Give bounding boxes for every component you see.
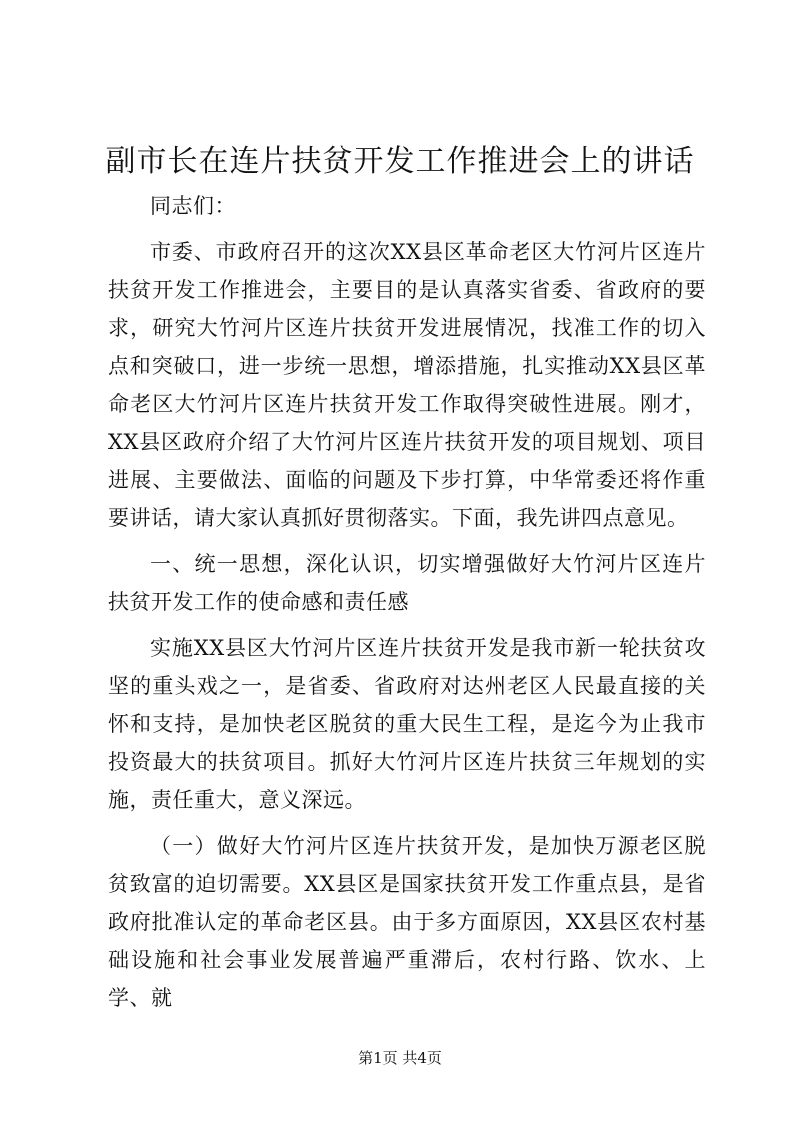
page-footer: 第1页 共4页	[358, 1049, 442, 1067]
document-body	[108, 187, 706, 1017]
greeting: 同志们：	[150, 194, 236, 218]
subsection-1: （一）做好大竹河片区连片扶贫开发，是加快万源老区脱贫致富的迫切需要。XX县区是国家扶贫开发工作重点县，是省政府批准认定的革命老区县。由于多方面原因，XX县区农村基础设施和社会事业发展普遍严重滞后，农村行路、饮水、上学、就	[108, 834, 706, 1010]
document-title: 副市长在连片扶贫开发工作推进会上的讲话	[105, 144, 695, 179]
paragraph-section-1: 实施XX县区大竹河片区连片扶贫开发是我市新一轮扶贫攻坚的重头戏之一，是省委、省政府对达州老区人民最直接的关怀和支持，是加快老区脱贫的重大民生工程，是迄今为止我市投资最大的扶贫项目。抓好大竹河片区连片扶贫三年规划的实施，责任重大，意义深远。	[108, 636, 706, 812]
section-heading-1: 一、统一思想，深化认识，切实增强做好大竹河片区连片扶贫开发工作的使命感和责任感	[108, 552, 706, 614]
paragraph-intro: 市委、市政府召开的这次XX县区革命老区大竹河片区连片扶贫开发工作推进会，主要目的是认真落实省委、省政府的要求，研究大竹河片区连片扶贫开发进展情况，找准工作的切入点和突破口，进一步统一思想，增添措施，扎实推动XX县区革命老区大竹河片区连片扶贫开发工作取得突破性进展。刚才，XX县区政府介绍了大竹河片区连片扶贫开发的项目规划、项目进展、主要做法、面临的问题及下步打算，中华常委还将作重要讲话，请大家认真抓好贯彻落实。下面，我先讲四点意见。	[108, 240, 706, 530]
